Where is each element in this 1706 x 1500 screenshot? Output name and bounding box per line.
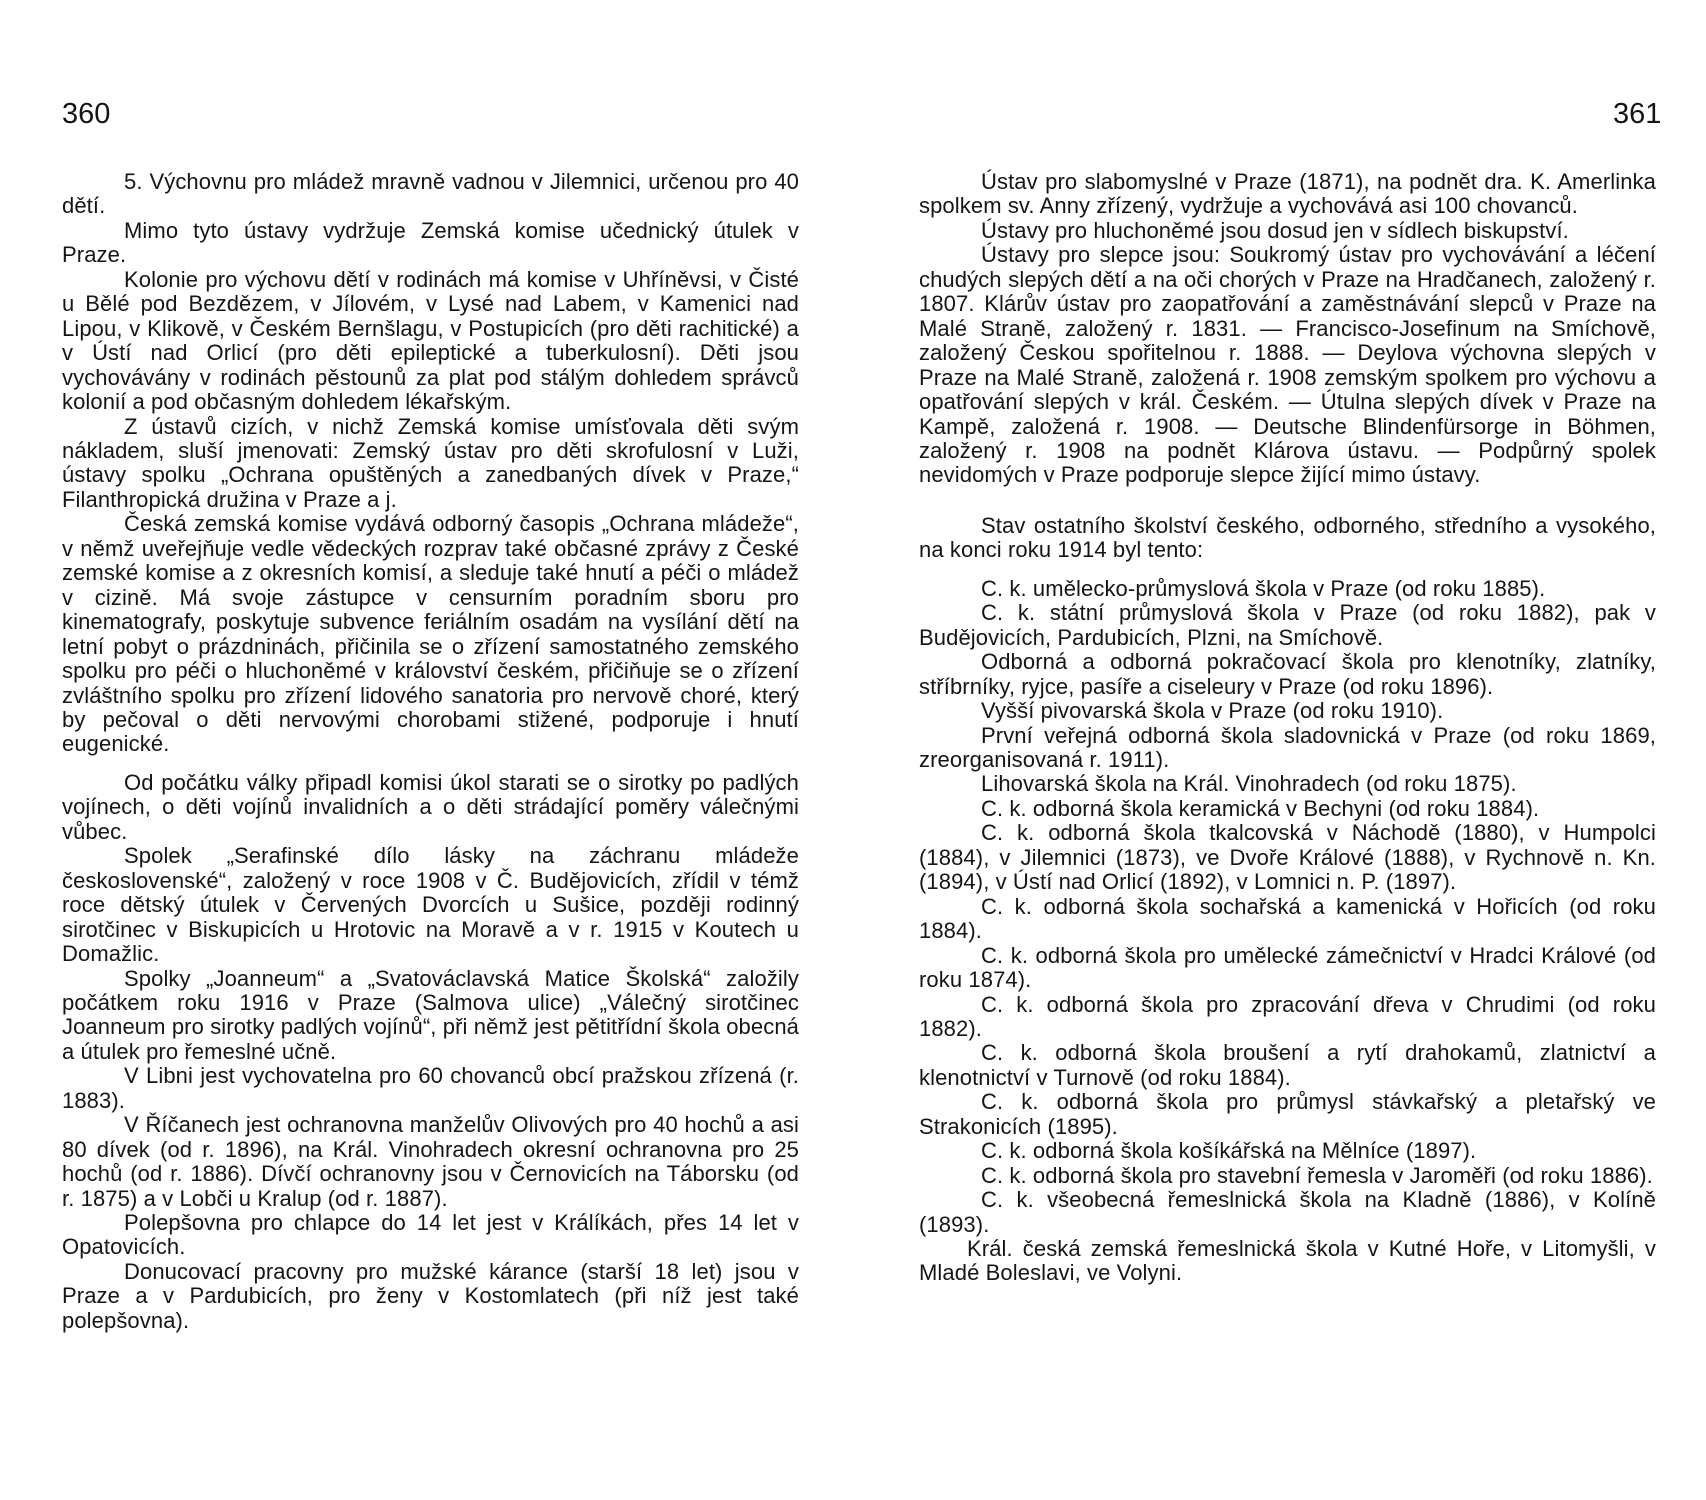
paragraph: Mimo tyto ústavy vydržuje Zemská komise učednický útulek v Praze. bbox=[62, 217, 799, 268]
paragraph: Donucovací pracovny pro mužské kárance (starší 18 let) jsou v Praze a v Pardubicích, pro ženy v Kostomlatech (při níž jest také polepšovna). bbox=[62, 1258, 799, 1333]
paragraph: Z ústavů cizích, v nichž Zemská komise umísťovala děti svým nákladem, sluší jmenovati: Zemský ústav pro děti skrofulosní v Luži, ústavy spolku „Ochrana opuštěných a zanedbaných dívek v Praze,“ Filanthropická družina v Praze a j. bbox=[62, 413, 799, 512]
paragraph: Od počátku války připadl komisi úkol starati se o sirotky po padlých vojínech, o děti vojínů invalidních a o děti strádající poměry válečnými vůbec. bbox=[62, 769, 799, 844]
paragraph: Kolonie pro výchovu dětí v rodinách má komise v Uhříněvsi, v Čisté u Bělé pod Bezdězem, v Jílovém, v Lysé nad Labem, v Kamenici nad Lipou, v Klikově, v Českém Bernšlagu, v Postupicích (pro děti rachitické) a v Ústí nad Orlicí (pro děti epileptické a tuberkulosní). Děti jsou vychovávány v rodinách pěstounů za plat pod stálým dohledem správců kolonií a pod občasným dohledem lékařským. bbox=[62, 266, 799, 415]
list-item: C. k. státní průmyslová škola v Praze (od roku 1882), pak v Budějovicích, Pardubicích, Plzni, na Smíchově. bbox=[919, 600, 1656, 650]
list-item: C. k. odborná škola košíkářská na Mělníce (1897). bbox=[981, 1138, 1477, 1164]
paragraph: Ústavy pro slepce jsou: Soukromý ústav pro vychovávání a léčení chudých slepých dětí a na oči chorých v Praze na Hradčanech, založený r. 1807. Klárův ústav pro zaopatřování a zaměstnávání slepců v Praze na Malé Straně, založený r. 1831. — Francisco-Josefinum na Smíchově, založený Českou spořitelnou r. 1888. — Deylova výchovna slepých v Praze na Malé Straně, založená r. 1908 zemským spolkem pro výchovu a opatřování slepých v král. Českém. — Útulna slepých dívek v Praze na Kampě, založená r. 1908. — Deutsche Blindenfürsorge in Böhmen, založený r. 1908 na podnět Klárova ústavu. — Podpůrný spolek nevidomých v Praze podporuje slepce žijící mimo ústavy. bbox=[919, 242, 1656, 488]
list-item: C. k. odborná škola tkalcovská v Náchodě (1880), v Humpolci (1884), v Jilemnici (1873), ve Dvoře Králové (1888), v Rychnově n. Kn. (1894), v Ústí nad Orlicí (1892), v Lomnici n. P. (1897). bbox=[919, 820, 1656, 895]
paragraph: Stav ostatního školství českého, odborného, středního a vysokého, na konci roku 1914 byl tento: bbox=[919, 512, 1656, 563]
list-item: Lihovarská škola na Král. Vinohradech (od roku 1875). bbox=[981, 771, 1517, 797]
page-number-left: 360 bbox=[62, 98, 111, 130]
list-item: C. k. odborná škola broušení a rytí drahokamů, zlatnictví a klenotnictví v Turnově (od roku 1884). bbox=[919, 1040, 1656, 1090]
list-item: C. k. odborná škola sochařská a kamenická v Hořicích (od roku 1884). bbox=[919, 893, 1656, 944]
paragraph: V Libni jest vychovatelna pro 60 chovanců obcí pražskou zřízená (r. 1883). bbox=[62, 1063, 799, 1113]
paragraph: V Říčanech jest ochranovna manželův Olivových pro 40 hochů a asi 80 dívek (od r. 1896), na Král. Vinohradech okresní ochranovna pro 25 hochů (od r. 1886). Dívčí ochranovny jsou v Černovicích na Táborsku (od r. 1875) a v Lobči u Kralup (od r. 1887). bbox=[62, 1112, 799, 1211]
list-item: První veřejná odborná škola sladovnická v Praze (od roku 1869, zreorganisovaná r. 1911). bbox=[919, 722, 1656, 772]
page-number-right: 361 bbox=[1613, 98, 1662, 130]
paragraph: Spolky „Joanneum“ a „Svatováclavská Matice Školská“ založily počátkem roku 1916 v Praze (Salmova ulice) „Válečný sirotčinec Joanneum pro sirotky padlých vojínů“, při němž jest pětitřídní škola obecná a útulek pro řemeslné učně. bbox=[62, 965, 799, 1064]
paragraph: Ústavy pro hluchoněmé jsou dosud jen v sídlech biskupství. bbox=[981, 217, 1569, 243]
list-item: C. k. odborná škola pro stavební řemesla v Jaroměři (od roku 1886). bbox=[981, 1162, 1653, 1188]
list-item: Vyšší pivovarská škola v Praze (od roku 1910). bbox=[981, 698, 1444, 724]
paragraph: Spolek „Serafinské dílo lásky na záchranu mládeže československé“, založený v roce 1908 v Č. Budějovicích, zřídil v témž roce dětský útulek v Červených Dvorcích u Sušice, později rodinný sirotčinec v Biskupicích u Hrotovic na Moravě a v r. 1915 v Koutech u Domažlic. bbox=[62, 843, 799, 967]
right-page-column bbox=[919, 170, 1656, 1286]
list-item: C. k. odborná škola pro zpracování dřeva v Chrudimi (od roku 1882). bbox=[919, 991, 1656, 1041]
list-item: C. k. odborná škola keramická v Bechyni (od roku 1884). bbox=[981, 795, 1540, 821]
list-item: C. k. odborná škola pro průmysl stávkařský a pletařský ve Strakonicích (1895). bbox=[919, 1089, 1656, 1139]
list-item: C. k. všeobecná řemeslnická škola na Kladně (1886), v Kolíně (1893). bbox=[919, 1187, 1656, 1237]
paragraph: Česká zemská komise vydává odborný časopis „Ochrana mládeže“, v němž uveřejňuje vedle vědeckých rozprav také občasné zprávy z České zemské komise a z okresních komisí, a sleduje také hnutí a péči o mládež v cizině. Má svoje zástupce v censurním poradním sboru pro kinematografy, poskytuje subvence feriálním osadám na vysílání dětí na letní pobyt o prázdninách, přičinila se o zřízení samostatného zemského spolku pro péči o hluchoněmé v království českém, přičiňuje se o zřízení zvláštního spolku pro zřízení lidového sanatoria pro nervově choré, který by pečoval o děti nervovými chorobami stižené, podporuje i hnutí eugenické. bbox=[62, 511, 799, 757]
list-item: Král. česká zemská řemeslnická škola v Kutné Hoře, v Litomyšli, v Mladé Boleslavi, ve Volyni. bbox=[919, 1236, 1656, 1286]
list-item: C. k. odborná škola pro umělecké zámečnictví v Hradci Králové (od roku 1874). bbox=[919, 942, 1656, 993]
paragraph: Polepšovna pro chlapce do 14 let jest v Králíkách, přes 14 let v Opatovicích. bbox=[62, 1210, 799, 1260]
paragraph: 5. Výchovnu pro mládež mravně vadnou v Jilemnici, určenou pro 40 dětí. bbox=[62, 169, 799, 219]
list-item: C. k. umělecko-průmyslová škola v Praze (od roku 1885). bbox=[981, 575, 1546, 601]
left-page-column bbox=[62, 170, 799, 1333]
list-item: Odborná a odborná pokračovací škola pro klenotníky, zlatníky, stříbrníky, ryjce, pasíře a ciseleury v Praze (od roku 1896). bbox=[919, 649, 1656, 699]
paragraph: Ústav pro slabomyslné v Praze (1871), na podnět dra. K. Amerlinka spolkem sv. Anny zřízený, vydržuje a vychovává asi 100 chovanců. bbox=[919, 169, 1656, 219]
